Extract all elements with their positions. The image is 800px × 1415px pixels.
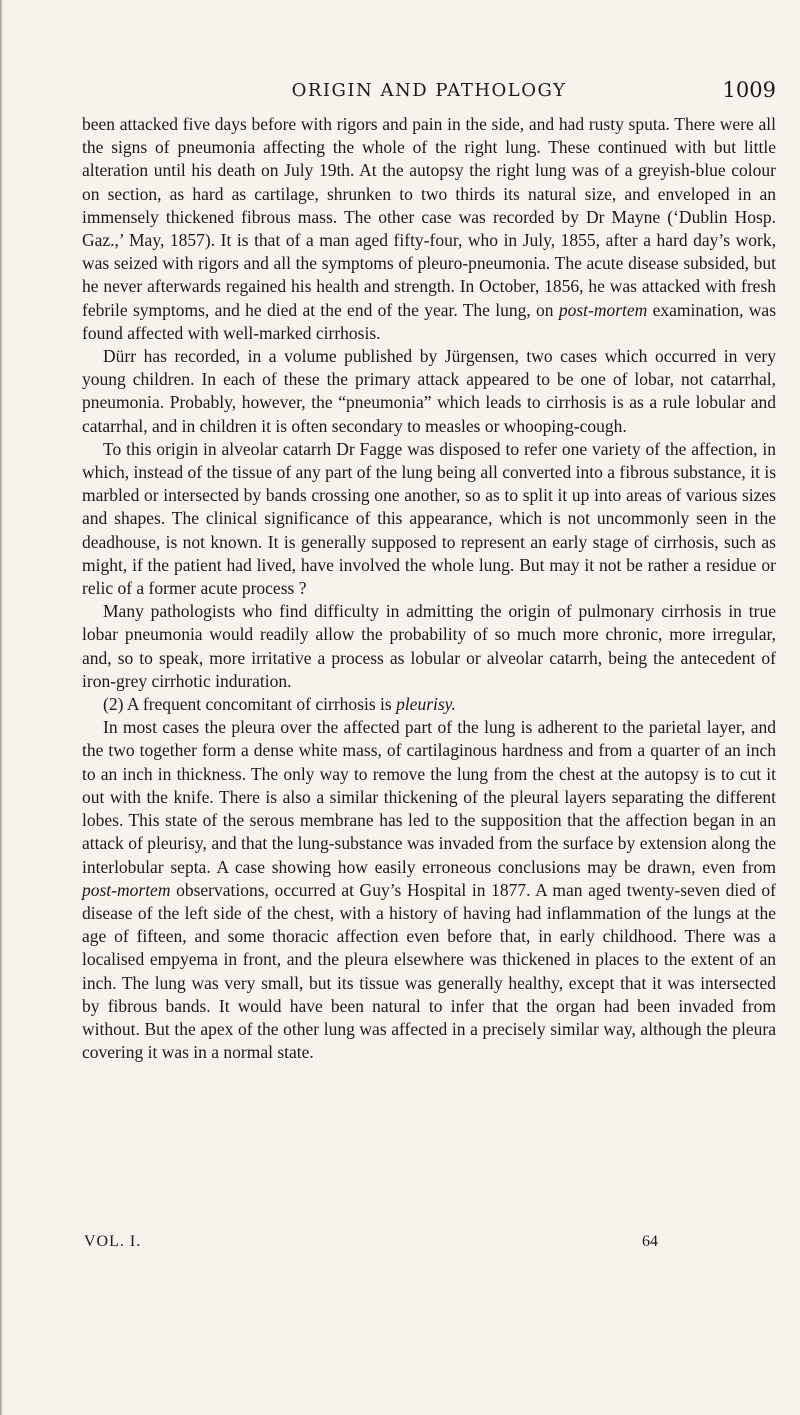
body-text <box>82 113 776 1064</box>
paragraph <box>82 600 776 693</box>
text-run: Many pathologists who find difficulty in admitting the origin of pulmonary cirrhosis in true lobar pneumonia would readily allow the probability of so much more chronic, more irregular, and, so to speak, more irritative a process as lobular or alveolar catarrh, being the antecedent of iron-grey cirrhotic induration. <box>82 601 776 691</box>
signature-mark: 64 <box>642 1233 658 1250</box>
volume-label: VOL. I. <box>84 1233 142 1250</box>
text-run: examination, was found affected with well-marked cirrhosis. <box>82 299 776 343</box>
running-head: ORIGIN AND PATHOLOGY <box>291 80 567 101</box>
page-header <box>82 78 776 108</box>
paragraph <box>82 438 776 600</box>
italic-phrase: post-mortem <box>558 299 648 320</box>
italic-phrase: post-mortem <box>82 879 171 900</box>
text-run: observations, occurred at Guy’s Hospital in 1877. A man aged twenty-seven died of disease of the left side of the chest, with a history of having had inflammation of the lungs at the age of fifteen, and some thoracic affection even before that, in early childhood. There was a localised empyema in front, and the pleura elsewhere was thickened in places to the extent of an inch. The lung was very small, but its tissue was generally healthy, except that it was intersected by fibrous bands. It would have been natural to infer that the organ had been invaded from without. But the apex of the other lung was affected in a precisely similar way, although the pleura covering it was in a normal state. <box>82 879 776 1063</box>
paragraph <box>82 716 776 1064</box>
text-run: To this origin in alveolar catarrh Dr Fagge was disposed to refer one variety of the affection, in which, instead of the tissue of any part of the lung being all converted into a fibrous substance, it is marbled or intersected by bands crossing one another, so as to split it up into areas of various sizes and shapes. The clinical significance of this appearance, which is not uncommonly seen in the deadhouse, is not known. It is generally supposed to represent an early stage of cirrhosis, such as might, if the patient had lived, have involved the whole lung. But may it not be rather a residue or relic of a former acute process ? <box>82 438 776 599</box>
text-run: In most cases the pleura over the affected part of the lung is adherent to the parietal layer, and the two together form a dense white mass, of cartilaginous hardness and from a quarter of an inch to an inch in thickness. The only way to remove the lung from the chest at the autopsy is to cut it out with the knife. There is also a similar thickening of the pleural layers separating the different lobes. This state of the serous membrane has led to the supposition that the affection began in an attack of pleurisy, and that the lung-substance was invaded from the surface by extension along the interlobular septa. A case showing how easily erroneous conclusions may be drawn, even from <box>82 717 776 877</box>
italic-phrase: pleurisy. <box>396 694 456 715</box>
text-run: (2) A frequent concomitant of cirrhosis is <box>103 694 397 715</box>
text-run: been attacked five days before with rigors and pain in the side, and had rusty sputa. There were all the signs of pneumonia affecting the whole of the right lung. These continued with but little alteration until his death on July 19th. At the autopsy the right lung was of a greyish-blue colour on section, as hard as cartilage, shrunken to two thirds its natural size, and enveloped in an immensely thickened fibrous mass. The other case was recorded by Dr Mayne (‘Dublin Hosp. Gaz.,’ May, 1857). It is that of a man aged fifty-four, who in July, 1855, after a hard day’s work, was seized with rigors and all the symptoms of pleuro-pneumonia. The acute disease subsided, but he never afterwards regained his health and strength. In October, 1856, he was attacked with fresh febrile symptoms, and he died at the end of the year. The lung, on <box>82 114 776 320</box>
paragraph <box>82 693 776 716</box>
text-run: Dürr has recorded, in a volume published by Jürgensen, two cases which occurred in very young children. In each of these the primary attack appeared to be one of lobar, not catarrhal, pneumonia. Probably, however, the “pneumonia” which leads to cirrhosis is as a rule lobular and catarrhal, and in children it is often secondary to measles or whooping-cough. <box>82 346 776 436</box>
paragraph <box>82 113 776 345</box>
page-footer <box>84 1233 658 1257</box>
page-number: 1009 <box>722 78 776 102</box>
page-edge-shadow <box>0 0 3 1415</box>
paragraph <box>82 345 776 438</box>
